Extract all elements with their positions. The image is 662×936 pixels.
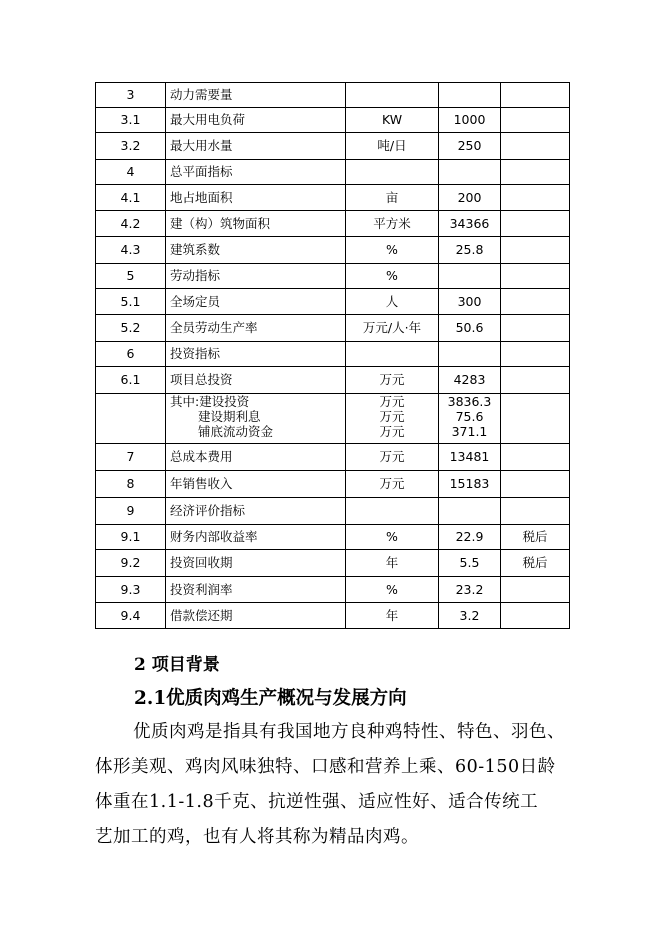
- cell-name: 年销售收入: [166, 471, 346, 498]
- cell-note: [501, 315, 570, 342]
- table-row: [96, 264, 570, 289]
- cell-no: 8: [96, 471, 166, 498]
- cell-note: [501, 577, 570, 603]
- cell-value: 4283: [439, 367, 501, 394]
- table-row: [96, 444, 570, 471]
- cell-no: 3.1: [96, 108, 166, 133]
- cell-value: [439, 342, 501, 367]
- cell-no: 9.1: [96, 525, 166, 550]
- cell-name: 全员劳动生产率: [166, 315, 346, 342]
- cell-no: 9.2: [96, 550, 166, 577]
- cell-value: 3.2: [439, 603, 501, 629]
- table-row: [96, 577, 570, 603]
- sub-item-value: 3836.3: [447, 394, 492, 409]
- table-row: [96, 83, 570, 108]
- cell-unit: [346, 83, 439, 108]
- cell-unit: 亩: [346, 185, 439, 211]
- table-row: [96, 471, 570, 498]
- cell-no: 5.2: [96, 315, 166, 342]
- cell-name: 最大用水量: [166, 133, 346, 160]
- cell-value: 200: [439, 185, 501, 211]
- table-row: [96, 289, 570, 315]
- cell-note: [501, 133, 570, 160]
- cell-note: [501, 394, 570, 444]
- cell-note: [501, 342, 570, 367]
- cell-unit: %: [346, 237, 439, 264]
- cell-unit: 年: [346, 550, 439, 577]
- cell-note: [501, 603, 570, 629]
- cell-note: [501, 211, 570, 237]
- cell-no: 9.4: [96, 603, 166, 629]
- sub-item-unit: 万元: [379, 409, 405, 424]
- cell-no: 6: [96, 342, 166, 367]
- cell-name: 最大用电负荷: [166, 108, 346, 133]
- sub-item-name: 铺底流动资金: [198, 424, 274, 439]
- cell-name: 地占地面积: [166, 185, 346, 211]
- cell-value: [439, 264, 501, 289]
- cell-unit: 人: [346, 289, 439, 315]
- cell-value: 50.6: [439, 315, 501, 342]
- sub-item-name: 其中:建设投资: [170, 394, 250, 409]
- cell-name: 建（构）筑物面积: [166, 211, 346, 237]
- cell-value: 300: [439, 289, 501, 315]
- cell-no: 6.1: [96, 367, 166, 394]
- cell-unit: 万元/人·年: [346, 315, 439, 342]
- cell-name: 财务内部收益率: [166, 525, 346, 550]
- cell-note: [501, 471, 570, 498]
- cell-value: [439, 394, 501, 444]
- cell-no: 4.2: [96, 211, 166, 237]
- paragraph-line: 体重在1.1-1.8千克、抗逆性强、适应性好、适合传统工: [95, 792, 539, 812]
- table-row: [96, 185, 570, 211]
- cell-name: 投资回收期: [166, 550, 346, 577]
- cell-no: 9: [96, 498, 166, 525]
- cell-name: 经济评价指标: [166, 498, 346, 525]
- cell-name: 投资指标: [166, 342, 346, 367]
- cell-note: [501, 83, 570, 108]
- cell-unit: [346, 342, 439, 367]
- cell-name: 劳动指标: [166, 264, 346, 289]
- cell-note: [501, 367, 570, 394]
- cell-unit: 万元: [346, 444, 439, 471]
- cell-no: [96, 394, 166, 444]
- cell-unit: 年: [346, 603, 439, 629]
- cell-no: 9.3: [96, 577, 166, 603]
- cell-value: 13481: [439, 444, 501, 471]
- table-row: [96, 108, 570, 133]
- cell-note: 税后: [501, 525, 570, 550]
- cell-name: 动力需要量: [166, 83, 346, 108]
- indicator-table: [95, 82, 570, 629]
- cell-no: 4.1: [96, 185, 166, 211]
- table-row: [96, 550, 570, 577]
- cell-value: 1000: [439, 108, 501, 133]
- cell-name: 总成本费用: [166, 444, 346, 471]
- cell-value: [439, 160, 501, 185]
- paragraph-line: 艺加工的鸡，也有人将其称为精品肉鸡。: [95, 827, 419, 847]
- table-row: [96, 367, 570, 394]
- table-row: [96, 211, 570, 237]
- cell-unit: [346, 160, 439, 185]
- table-row: [96, 603, 570, 629]
- cell-value: 250: [439, 133, 501, 160]
- cell-note: [501, 237, 570, 264]
- cell-no: 4: [96, 160, 166, 185]
- table-row: [96, 342, 570, 367]
- cell-value: 23.2: [439, 577, 501, 603]
- section-heading: 2 项目背景: [134, 655, 220, 675]
- cell-name: 全场定员: [166, 289, 346, 315]
- cell-name: 投资利润率: [166, 577, 346, 603]
- cell-note: [501, 185, 570, 211]
- sub-item-value: 371.1: [451, 424, 488, 439]
- cell-no: 5.1: [96, 289, 166, 315]
- cell-note: [501, 108, 570, 133]
- cell-unit: %: [346, 264, 439, 289]
- cell-no: 4.3: [96, 237, 166, 264]
- cell-unit: 万元: [346, 367, 439, 394]
- cell-value: [439, 498, 501, 525]
- cell-value: 5.5: [439, 550, 501, 577]
- cell-note: 税后: [501, 550, 570, 577]
- cell-value: 34366: [439, 211, 501, 237]
- table-row: [96, 160, 570, 185]
- paragraph-line: 优质肉鸡是指具有我国地方良种鸡特性、特色、羽色、: [133, 722, 565, 742]
- cell-value: 15183: [439, 471, 501, 498]
- cell-unit: [346, 394, 439, 444]
- cell-no: 3.2: [96, 133, 166, 160]
- cell-no: 5: [96, 264, 166, 289]
- table-row: [96, 498, 570, 525]
- cell-note: [501, 160, 570, 185]
- cell-name: [166, 394, 346, 444]
- cell-note: [501, 444, 570, 471]
- subsection-heading: 2.1优质肉鸡生产概况与发展方向: [134, 688, 407, 709]
- cell-name: 项目总投资: [166, 367, 346, 394]
- cell-note: [501, 289, 570, 315]
- table-row: [96, 315, 570, 342]
- table-row: [96, 525, 570, 550]
- cell-name: 总平面指标: [166, 160, 346, 185]
- cell-unit: %: [346, 525, 439, 550]
- cell-value: [439, 83, 501, 108]
- table-row: [96, 394, 570, 444]
- body-paragraph: [95, 715, 575, 855]
- sub-item-unit: 万元: [379, 394, 405, 409]
- sub-item-unit: 万元: [379, 424, 405, 439]
- cell-unit: %: [346, 577, 439, 603]
- cell-unit: 万元: [346, 471, 439, 498]
- cell-unit: 吨/日: [346, 133, 439, 160]
- cell-note: [501, 264, 570, 289]
- cell-value: 22.9: [439, 525, 501, 550]
- sub-item-value: 75.6: [455, 409, 484, 424]
- cell-note: [501, 498, 570, 525]
- table-row: [96, 133, 570, 160]
- sub-item-name: 建设期利息: [198, 409, 261, 424]
- paragraph-line: 体形美观、鸡肉风味独特、口感和营养上乘、60-150日龄: [95, 757, 556, 777]
- cell-value: 25.8: [439, 237, 501, 264]
- cell-unit: [346, 498, 439, 525]
- cell-name: 借款偿还期: [166, 603, 346, 629]
- table-row: [96, 237, 570, 264]
- cell-no: 3: [96, 83, 166, 108]
- cell-unit: KW: [346, 108, 439, 133]
- cell-unit: 平方米: [346, 211, 439, 237]
- indicator-table-body: [96, 83, 570, 629]
- cell-name: 建筑系数: [166, 237, 346, 264]
- cell-no: 7: [96, 444, 166, 471]
